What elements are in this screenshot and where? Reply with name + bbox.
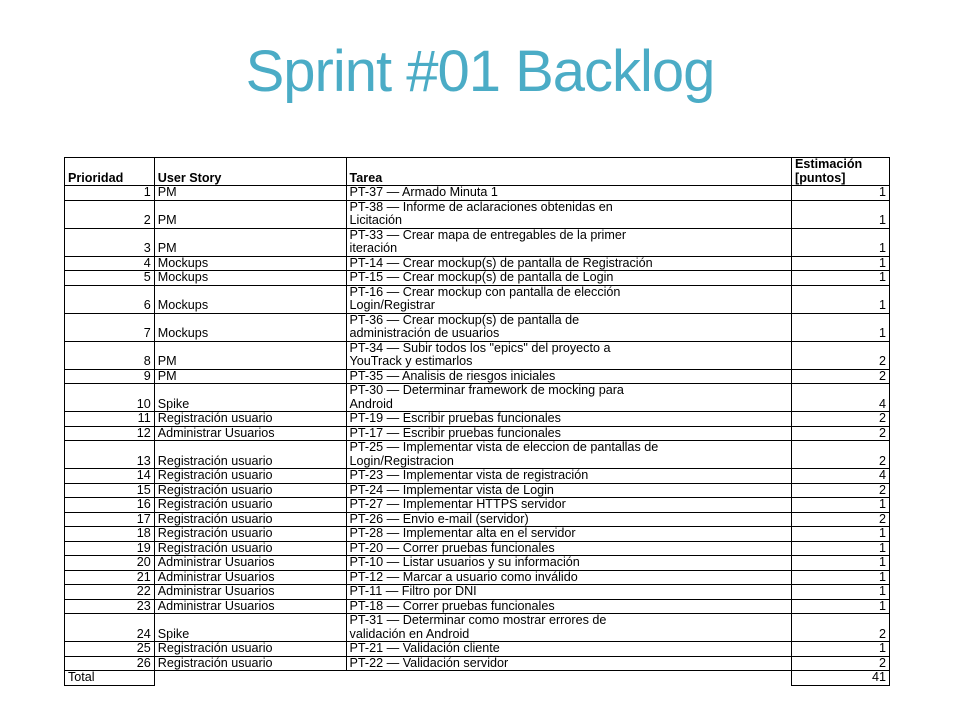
cell-user-story: PM [154, 186, 346, 201]
cell-tarea: PT-30 — Determinar framework de mocking para Android [346, 384, 792, 412]
total-row [65, 671, 890, 686]
header-row [65, 158, 890, 186]
cell-prioridad: 13 [65, 441, 155, 469]
cell-prioridad: 6 [65, 285, 155, 313]
table-row [65, 186, 890, 201]
cell-tarea: PT-35 — Analisis de riesgos iniciales [346, 369, 792, 384]
cell-tarea: PT-16 — Crear mockup con pantalla de elección Login/Registrar [346, 285, 792, 313]
table-row [65, 527, 890, 542]
table-row [65, 200, 890, 228]
cell-user-story: Registración usuario [154, 483, 346, 498]
cell-estimacion: 1 [792, 556, 890, 571]
cell-tarea: PT-15 — Crear mockup(s) de pantalla de Login [346, 271, 792, 286]
cell-user-story: PM [154, 341, 346, 369]
cell-prioridad: 3 [65, 228, 155, 256]
slide-title: Sprint #01 Backlog [245, 39, 715, 104]
cell-tarea: PT-11 — Filtro por DNI [346, 585, 792, 600]
cell-user-story: Administrar Usuarios [154, 570, 346, 585]
cell-user-story: Spike [154, 614, 346, 642]
cell-prioridad: 8 [65, 341, 155, 369]
cell-estimacion: 2 [792, 412, 890, 427]
cell-prioridad: 23 [65, 599, 155, 614]
cell-user-story: Registración usuario [154, 541, 346, 556]
total-value: 41 [792, 671, 890, 686]
cell-tarea: PT-20 — Correr pruebas funcionales [346, 541, 792, 556]
cell-user-story: Registración usuario [154, 642, 346, 657]
cell-estimacion: 1 [792, 313, 890, 341]
cell-prioridad: 12 [65, 426, 155, 441]
cell-user-story: Registración usuario [154, 656, 346, 671]
cell-prioridad: 10 [65, 384, 155, 412]
cell-tarea: PT-26 — Envio e-mail (servidor) [346, 512, 792, 527]
cell-estimacion: 2 [792, 341, 890, 369]
cell-user-story: Administrar Usuarios [154, 426, 346, 441]
backlog-table [64, 157, 890, 686]
table-row [65, 599, 890, 614]
cell-estimacion: 1 [792, 527, 890, 542]
cell-prioridad: 14 [65, 469, 155, 484]
cell-tarea: PT-10 — Listar usuarios y su información [346, 556, 792, 571]
cell-estimacion: 1 [792, 585, 890, 600]
cell-estimacion: 2 [792, 441, 890, 469]
cell-estimacion: 4 [792, 384, 890, 412]
cell-prioridad: 26 [65, 656, 155, 671]
cell-tarea: PT-18 — Correr pruebas funcionales [346, 599, 792, 614]
cell-estimacion: 1 [792, 200, 890, 228]
table-row [65, 412, 890, 427]
cell-tarea: PT-17 — Escribir pruebas funcionales [346, 426, 792, 441]
cell-prioridad: 25 [65, 642, 155, 657]
cell-estimacion: 4 [792, 469, 890, 484]
header-user-story: User Story [154, 158, 346, 186]
table-row [65, 656, 890, 671]
table-row [65, 483, 890, 498]
cell-prioridad: 11 [65, 412, 155, 427]
cell-user-story: Administrar Usuarios [154, 585, 346, 600]
cell-user-story: PM [154, 228, 346, 256]
table-row [65, 313, 890, 341]
cell-prioridad: 2 [65, 200, 155, 228]
cell-estimacion: 1 [792, 599, 890, 614]
cell-prioridad: 17 [65, 512, 155, 527]
cell-estimacion: 2 [792, 426, 890, 441]
cell-prioridad: 15 [65, 483, 155, 498]
table-row [65, 642, 890, 657]
total-gap [154, 671, 791, 686]
cell-prioridad: 7 [65, 313, 155, 341]
header-tarea: Tarea [346, 158, 792, 186]
cell-user-story: PM [154, 200, 346, 228]
cell-tarea: PT-19 — Escribir pruebas funcionales [346, 412, 792, 427]
backlog-sheet [64, 157, 890, 686]
cell-estimacion: 1 [792, 285, 890, 313]
cell-tarea: PT-37 — Armado Minuta 1 [346, 186, 792, 201]
cell-user-story: Mockups [154, 313, 346, 341]
cell-tarea: PT-24 — Implementar vista de Login [346, 483, 792, 498]
cell-prioridad: 21 [65, 570, 155, 585]
table-row [65, 556, 890, 571]
table-row [65, 541, 890, 556]
cell-prioridad: 16 [65, 498, 155, 513]
cell-prioridad: 20 [65, 556, 155, 571]
table-row [65, 498, 890, 513]
cell-estimacion: 1 [792, 642, 890, 657]
table-row [65, 285, 890, 313]
cell-estimacion: 2 [792, 614, 890, 642]
cell-estimacion: 1 [792, 570, 890, 585]
cell-estimacion: 2 [792, 656, 890, 671]
table-row [65, 441, 890, 469]
table-row [65, 426, 890, 441]
cell-user-story: Administrar Usuarios [154, 599, 346, 614]
table-row [65, 585, 890, 600]
cell-tarea: PT-38 — Informe de aclaraciones obtenidas en Licitación [346, 200, 792, 228]
cell-estimacion: 1 [792, 186, 890, 201]
cell-user-story: Mockups [154, 285, 346, 313]
cell-prioridad: 22 [65, 585, 155, 600]
cell-estimacion: 1 [792, 271, 890, 286]
cell-user-story: Mockups [154, 271, 346, 286]
table-row [65, 384, 890, 412]
cell-user-story: Mockups [154, 256, 346, 271]
backlog-rows [65, 186, 890, 671]
table-row [65, 271, 890, 286]
cell-user-story: Registración usuario [154, 512, 346, 527]
table-row [65, 369, 890, 384]
table-row [65, 512, 890, 527]
cell-tarea: PT-12 — Marcar a usuario como inválido [346, 570, 792, 585]
cell-estimacion: 1 [792, 498, 890, 513]
cell-tarea: PT-23 — Implementar vista de registración [346, 469, 792, 484]
cell-tarea: PT-36 — Crear mockup(s) de pantalla de administración de usuarios [346, 313, 792, 341]
cell-prioridad: 24 [65, 614, 155, 642]
cell-prioridad: 5 [65, 271, 155, 286]
cell-estimacion: 2 [792, 483, 890, 498]
table-row [65, 570, 890, 585]
cell-estimacion: 1 [792, 228, 890, 256]
table-row [65, 341, 890, 369]
cell-prioridad: 4 [65, 256, 155, 271]
cell-user-story: Registración usuario [154, 412, 346, 427]
cell-tarea: PT-25 — Implementar vista de eleccion de pantallas de Login/Registracion [346, 441, 792, 469]
cell-estimacion: 2 [792, 369, 890, 384]
cell-user-story: Spike [154, 384, 346, 412]
cell-user-story: Registración usuario [154, 498, 346, 513]
cell-tarea: PT-31 — Determinar como mostrar errores de validación en Android [346, 614, 792, 642]
cell-prioridad: 1 [65, 186, 155, 201]
cell-user-story: Administrar Usuarios [154, 556, 346, 571]
cell-tarea: PT-22 — Validación servidor [346, 656, 792, 671]
cell-user-story: Registración usuario [154, 441, 346, 469]
cell-tarea: PT-28 — Implementar alta en el servidor [346, 527, 792, 542]
cell-tarea: PT-21 — Validación cliente [346, 642, 792, 657]
cell-user-story: Registración usuario [154, 469, 346, 484]
cell-estimacion: 2 [792, 512, 890, 527]
cell-tarea: PT-27 — Implementar HTTPS servidor [346, 498, 792, 513]
header-prioridad: Prioridad [65, 158, 155, 186]
cell-estimacion: 1 [792, 541, 890, 556]
cell-user-story: Registración usuario [154, 527, 346, 542]
total-label: Total [65, 671, 155, 686]
table-row [65, 469, 890, 484]
cell-estimacion: 1 [792, 256, 890, 271]
cell-prioridad: 19 [65, 541, 155, 556]
cell-prioridad: 9 [65, 369, 155, 384]
cell-prioridad: 18 [65, 527, 155, 542]
header-estimacion: Estimación [puntos] [792, 158, 890, 186]
table-row [65, 614, 890, 642]
table-row [65, 228, 890, 256]
cell-tarea: PT-14 — Crear mockup(s) de pantalla de Registración [346, 256, 792, 271]
cell-tarea: PT-34 — Subir todos los "epics" del proyecto a YouTrack y estimarlos [346, 341, 792, 369]
cell-tarea: PT-33 — Crear mapa de entregables de la primer iteración [346, 228, 792, 256]
cell-user-story: PM [154, 369, 346, 384]
table-row [65, 256, 890, 271]
